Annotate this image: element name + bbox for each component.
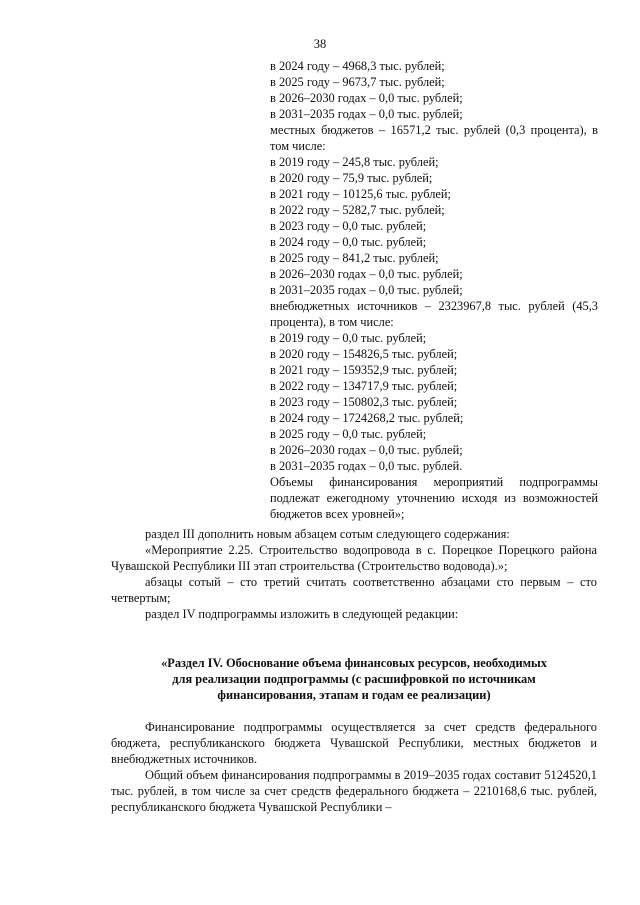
column-line: в 2031–2035 годах – 0,0 тыс. рублей; [270, 107, 463, 121]
heading-line: финансирования, этапам и годам ее реализации) [217, 688, 491, 702]
paragraph: Общий объем финансирования подпрограммы в 2019–2035 годах составит 5124520,1 тыс. рублей, в том числе за счет средств федерального бюджета – 2210168,6 тыс. рублей, республиканского бюджета Чувашской Республики – [111, 768, 597, 814]
column-line: в 2019 году – 0,0 тыс. рублей; [270, 331, 427, 345]
column-line: в 2026–2030 годах – 0,0 тыс. рублей; [270, 91, 463, 105]
column-line: в 2031–2035 годах – 0,0 тыс. рублей; [270, 283, 463, 297]
column-line: в 2025 году – 9673,7 тыс. рублей; [270, 75, 445, 89]
paragraph: «Мероприятие 2.25. Строительство водопровода в с. Порецкое Порецкого района Чувашской Республики III этап строительства (Строительство водовода).»; [111, 543, 597, 573]
column-line: в 2025 году – 841,2 тыс. рублей; [270, 251, 439, 265]
funding-column [270, 58, 598, 522]
paragraph: раздел III дополнить новым абзацем сотым следующего содержания: [145, 527, 510, 541]
column-line: в 2024 году – 4968,3 тыс. рублей; [270, 59, 445, 73]
column-line: в 2023 году – 150802,3 тыс. рублей; [270, 395, 458, 409]
paragraph: раздел IV подпрограммы изложить в следующей редакции: [145, 607, 459, 621]
column-line: местных бюджетов – 16571,2 тыс. рублей (0,3 процента), в том числе: [270, 123, 598, 153]
page-number: 38 [313, 37, 327, 51]
column-line: в 2021 году – 159352,9 тыс. рублей; [270, 363, 458, 377]
column-line: в 2022 году – 134717,9 тыс. рублей; [270, 379, 458, 393]
amendment-block [111, 526, 597, 622]
heading-line: «Раздел IV. Обоснование объема финансовых ресурсов, необходимых [161, 656, 547, 670]
column-line: в 2021 году – 10125,6 тыс. рублей; [270, 187, 451, 201]
column-line: в 2026–2030 годах – 0,0 тыс. рублей; [270, 267, 463, 281]
column-line: в 2020 году – 75,9 тыс. рублей; [270, 171, 433, 185]
column-line: внебюджетных источников – 2323967,8 тыс. рублей (45,3 процента), в том числе: [270, 299, 598, 329]
column-line: Объемы финансирования мероприятий подпрограммы подлежат ежегодному уточнению исходя из возможностей бюджетов всех уровней»; [270, 475, 598, 521]
column-line: в 2024 году – 1724268,2 тыс. рублей; [270, 411, 464, 425]
paragraph: Финансирование подпрограммы осуществляется за счет средств федерального бюджета, республиканского бюджета Чувашской Республики, местных бюджетов и внебюджетных источников. [111, 720, 597, 766]
section-heading [111, 655, 597, 703]
column-line: в 2019 году – 245,8 тыс. рублей; [270, 155, 439, 169]
paragraph: абзацы сотый – сто третий считать соответственно абзацами сто первым – сто четвертым; [111, 575, 597, 605]
column-line: в 2031–2035 годах – 0,0 тыс. рублей. [270, 459, 463, 473]
column-line: в 2024 году – 0,0 тыс. рублей; [270, 235, 427, 249]
column-line: в 2020 году – 154826,5 тыс. рублей; [270, 347, 458, 361]
column-line: в 2026–2030 годах – 0,0 тыс. рублей; [270, 443, 463, 457]
column-line: в 2022 году – 5282,7 тыс. рублей; [270, 203, 445, 217]
financing-block [111, 719, 597, 815]
heading-line: для реализации подпрограммы (с расшифровкой по источникам [172, 672, 536, 686]
column-line: в 2023 году – 0,0 тыс. рублей; [270, 219, 427, 233]
column-line: в 2025 году – 0,0 тыс. рублей; [270, 427, 427, 441]
